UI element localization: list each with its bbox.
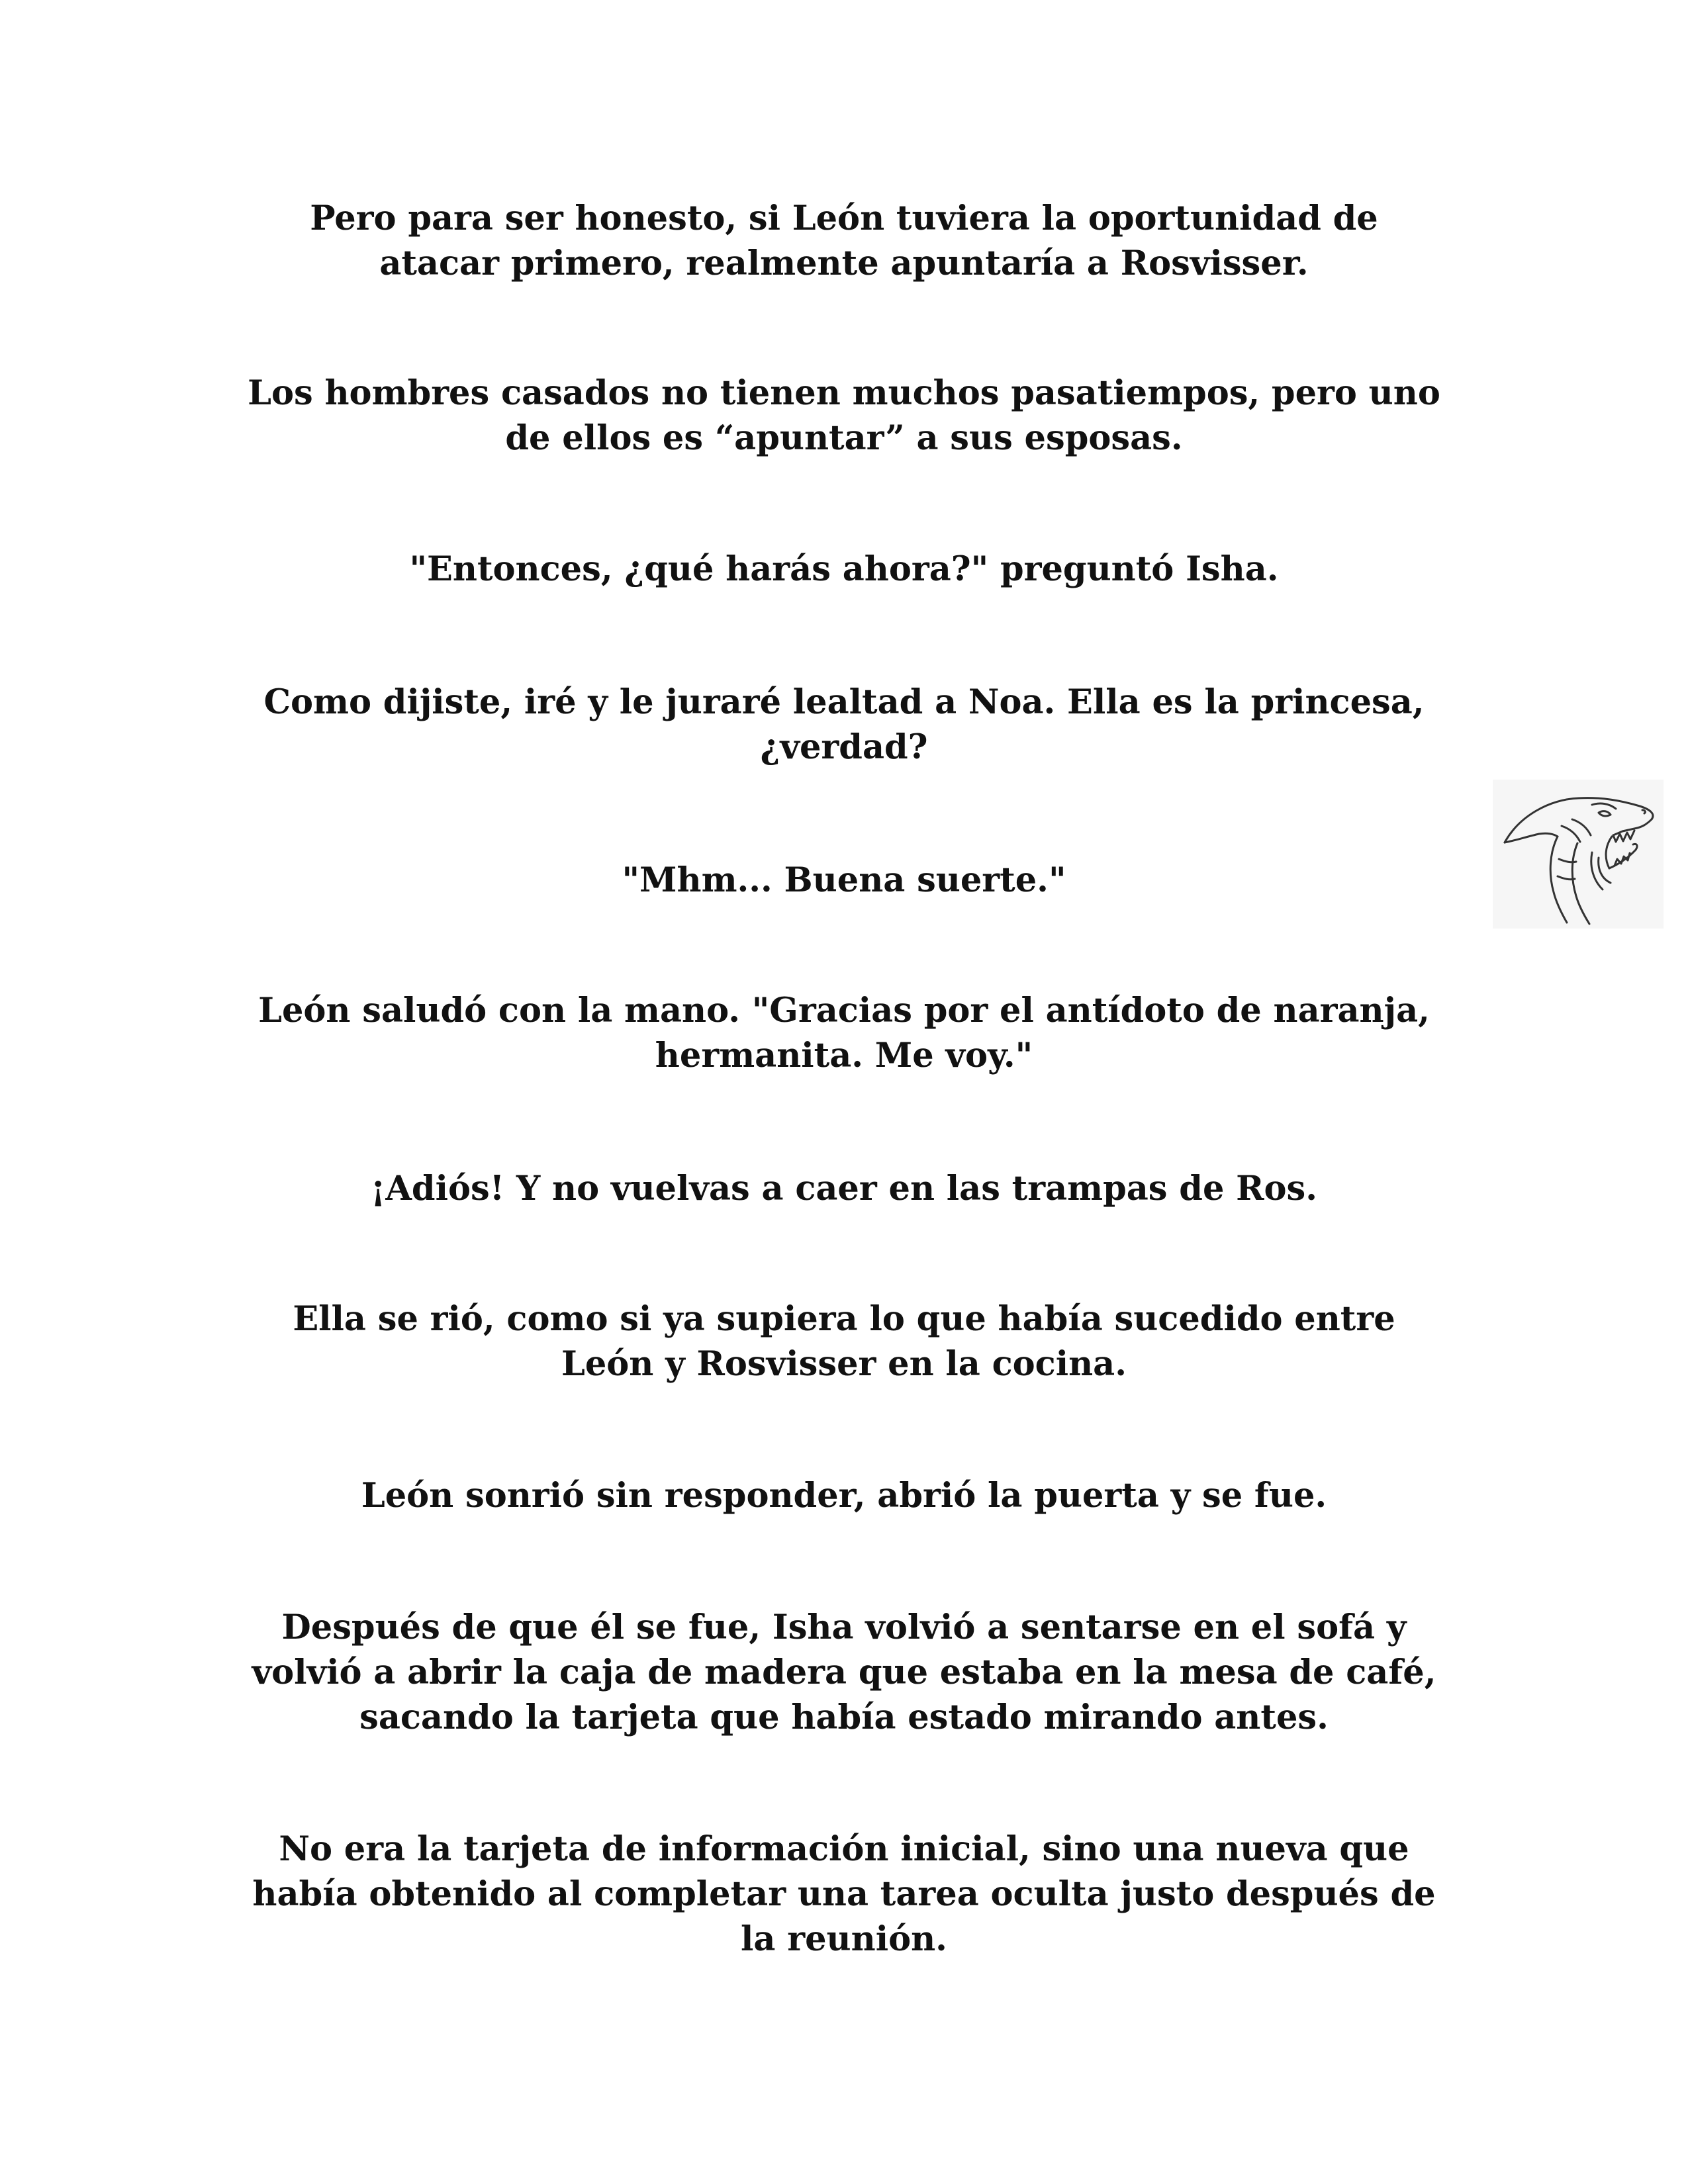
paragraph [199, 1605, 1489, 1740]
text-line: Como dijiste, iré y le juraré lealtad a Noa. Ella es la princesa, [263, 682, 1425, 722]
paragraph [199, 988, 1489, 1078]
text-line: ¡Adiós! Y no vuelvas a caer en las trampas de Ros. [370, 1169, 1318, 1208]
text-line: Los hombres casados no tienen muchos pasatiempos, pero uno [248, 373, 1440, 413]
text-line: No era la tarjeta de información inicial, sino una nueva que [279, 1829, 1409, 1869]
text-line: León sonrió sin responder, abrió la puerta y se fue. [361, 1476, 1327, 1516]
text-line: ¿verdad? [760, 727, 928, 767]
paragraph [199, 680, 1489, 770]
paragraph [199, 1297, 1489, 1387]
text-line: Después de que él se fue, Isha volvió a sentarse en el sofá y [281, 1608, 1407, 1647]
paragraph [199, 858, 1489, 903]
text-line: atacar primero, realmente apuntaría a Rosvisser. [379, 244, 1309, 283]
text-line: "Mhm... Buena suerte." [622, 860, 1066, 900]
dinosaur-sketch-icon [1493, 780, 1664, 929]
text-line: León y Rosvisser en la cocina. [561, 1344, 1127, 1384]
text-line: volvió a abrir la caja de madera que estaba en la mesa de café, [252, 1653, 1436, 1692]
text-line: la reunión. [741, 1919, 947, 1959]
text-line: "Entonces, ¿qué harás ahora?" preguntó Isha. [409, 549, 1279, 589]
text-line: de ellos es “apuntar” a sus esposas. [505, 418, 1183, 458]
paragraph [199, 371, 1489, 461]
paragraph [199, 196, 1489, 286]
paragraph [199, 1473, 1489, 1518]
text-line: Ella se rió, como si ya supiera lo que había sucedido entre [293, 1299, 1395, 1339]
paragraph [199, 1166, 1489, 1211]
text-line: León saludó con la mano. "Gracias por el antídoto de naranja, [258, 991, 1430, 1030]
text-line: hermanita. Me voy." [655, 1036, 1033, 1075]
paragraph [199, 547, 1489, 592]
text-line: Pero para ser honesto, si León tuviera la oportunidad de [310, 199, 1378, 238]
text-line: había obtenido al completar una tarea oculta justo después de [252, 1874, 1436, 1914]
text-line: sacando la tarjeta que había estado mirando antes. [359, 1698, 1329, 1737]
paragraph [199, 1827, 1489, 1962]
